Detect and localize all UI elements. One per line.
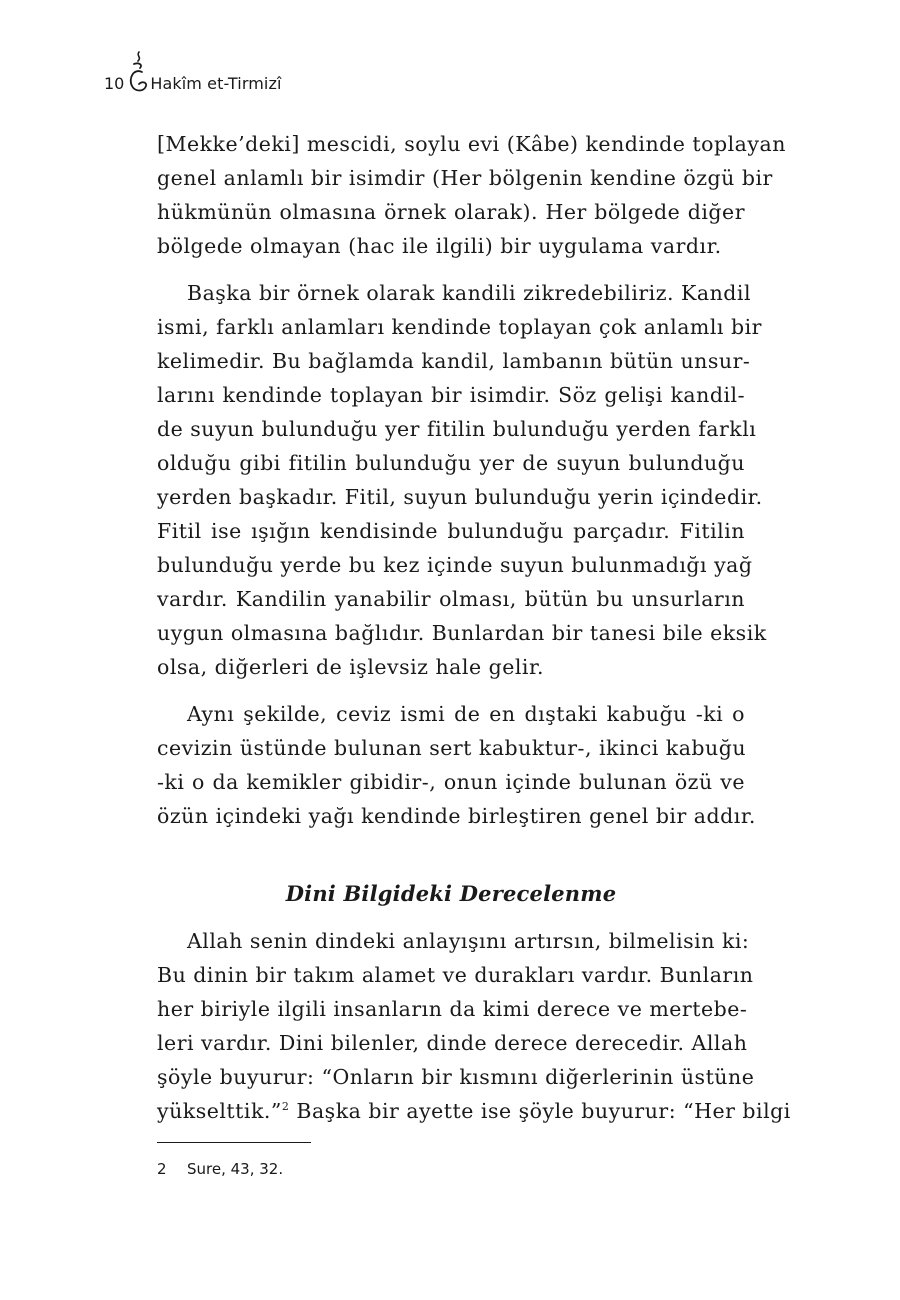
text-line: larını kendinde toplayan bir isimdir. Söz gelişi kandil-	[157, 383, 745, 407]
text-line: cevizin üstünde bulunan sert kabuktur-, ikinci kabuğu	[157, 736, 747, 760]
text-line: ismi, farklı anlamları kendinde toplayan çok anlamlı bir	[157, 315, 762, 339]
paragraph-3	[157, 697, 756, 833]
text-line: olduğu gibi fitilin bulunduğu yer de suyun bulunduğu	[157, 451, 745, 475]
paragraph-1	[157, 127, 786, 263]
footnote-text: Sure, 43, 32.	[187, 1160, 284, 1178]
page-number: 10	[104, 74, 125, 93]
footnote-separator	[157, 1142, 311, 1143]
running-title: Hakîm et-Tirmizî	[150, 74, 282, 93]
text-line: her biriyle ilgili insanların da kimi derece ve mertebe-	[157, 997, 748, 1021]
text-line: vardır. Kandilin yanabilir olması, bütün bu unsurların	[157, 587, 745, 611]
text-line: bölgede olmayan (hac ile ilgili) bir uygulama vardır.	[157, 234, 722, 258]
text-line: Allah senin dindeki anlayışını artırsın, bilmelisin ki:	[187, 929, 750, 953]
footnote	[157, 1159, 283, 1179]
text-line: genel anlamlı bir isimdir (Her bölgenin kendine özgü bir	[157, 166, 773, 190]
text-line: -ki o da kemikler gibidir-, onun içinde bulunan özü ve	[157, 770, 745, 794]
text-segment: yükselttik.”	[157, 1099, 282, 1123]
text-line: hükmünün olmasına örnek olarak). Her bölgede diğer	[157, 200, 745, 224]
text-line: leri vardır. Dini bilenler, dinde derece derecedir. Allah	[157, 1031, 748, 1055]
text-line: kelimedir. Bu bağlamda kandil, lambanın bütün unsur-	[157, 349, 751, 373]
section-heading: Dini Bilgideki Derecelenme	[285, 881, 617, 906]
text-line: Fitil ise ışığın kendisinde bulunduğu parçadır. Fitilin	[157, 519, 745, 543]
text-line	[157, 1094, 791, 1128]
text-line: Başka bir örnek olarak kandili zikredebiliriz. Kandil	[187, 281, 752, 305]
calligraphic-ornament-icon	[126, 48, 150, 94]
footnote-reference[interactable]: 2	[281, 1100, 290, 1113]
paragraph-2	[157, 276, 767, 684]
main-text	[157, 127, 791, 1128]
text-line: uygun olmasına bağlıdır. Bunlardan bir tanesi bile eksik	[157, 621, 767, 645]
text-segment: Başka bir ayette ise şöyle buyurur: “Her bilgi	[289, 1099, 791, 1123]
text-line: Aynı şekilde, ceviz ismi de en dıştaki kabuğu -ki o	[187, 702, 745, 726]
text-line: Bu dinin bir takım alamet ve durakları vardır. Bunların	[157, 963, 754, 987]
text-line: olsa, diğerleri de işlevsiz hale gelir.	[157, 655, 545, 679]
running-header	[104, 44, 282, 94]
text-line: özün içindeki yağı kendinde birleştiren genel bir addır.	[157, 804, 756, 828]
text-line: de suyun bulunduğu yer fitilin bulunduğu yerden farklı	[157, 417, 757, 441]
text-line: şöyle buyurur: “Onların bir kısmını diğerlerinin üstüne	[157, 1065, 755, 1089]
text-line: yerden başkadır. Fitil, suyun bulunduğu yerin içindedir.	[157, 485, 763, 509]
text-line: [Mekke’deki] mescidi, soylu evi (Kâbe) kendinde toplayan	[157, 132, 786, 156]
paragraph-4	[157, 924, 791, 1128]
text-line: bulunduğu yerde bu kez içinde suyun bulunmadığı yağ	[157, 553, 753, 577]
footnote-number: 2	[157, 1160, 167, 1178]
